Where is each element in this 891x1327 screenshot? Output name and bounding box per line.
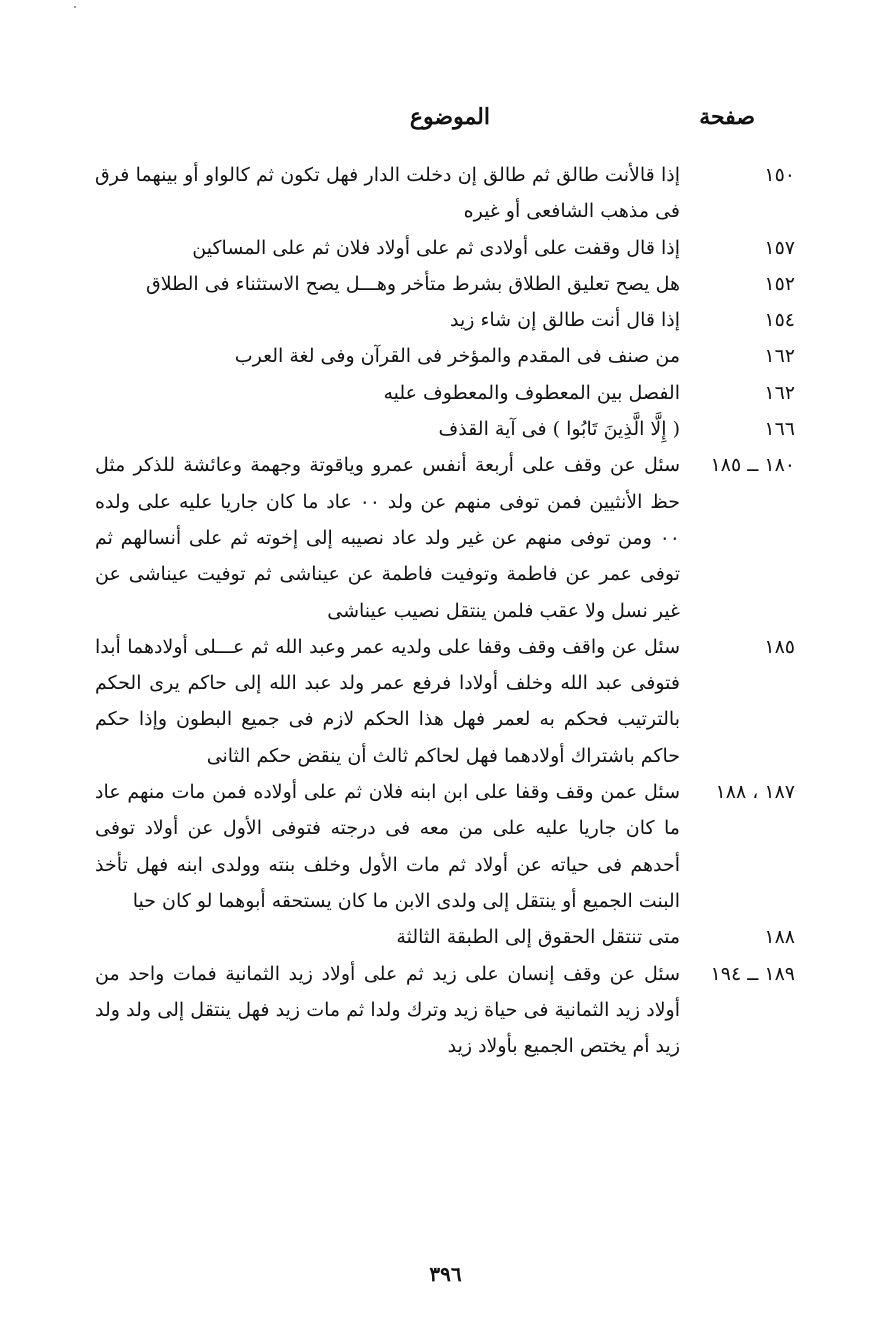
entry-topic: إذا قالأنت طالق ثم طالق إن دخلت الدار فهل تكون ثم كالواو أو بينهما فرق فى مذهب الشافعى أو غيره bbox=[95, 164, 680, 223]
entry-topic: هل يصح تعليق الطلاق بشرط متأخر وهـــل يصح الاستثناء فى الطلاق bbox=[145, 272, 680, 295]
toc-entry bbox=[95, 919, 795, 955]
entry-topic: متى تنتقل الحقوق إلى الطبقة الثالثة bbox=[396, 926, 680, 949]
entry-topic: سئل عن وقف على أربعة أنفس عمرو وياقوتة وجهمة وعائشة للذكر مثل حظ الأنثيين فمن توفى منهم عن ولد ٠٠ عاد ما كان جاريا عليه على ولده ٠٠ ومن توفى منهم عن غير ولد عاد نصيبه إلى إخوته ثم على أنسالهم ثم توفى عمر عن فاطمة وتوفيت فاطمة عن عيناشى ثم توفيت عيناشى عن غير نسل ولا عقب فلمن ينتقل نصيب عيناشى bbox=[95, 454, 680, 622]
topic-column-heading: الموضوع bbox=[409, 104, 490, 130]
entry-page-number: ١٥٤ bbox=[764, 309, 795, 332]
toc-entry bbox=[95, 375, 795, 411]
entry-topic: ( إِلَّا الَّذِينَ تَابُوا ) فى آية القذف bbox=[438, 418, 680, 441]
entry-topic: سئل عمن وقف وقفا على ابن ابنه فلان ثم على أولاده فمن مات منهم عاد ما كان جاريا عليه على من معه فى درجته فتوفى الأول عن أولاد توفى أحدهم فى حياته عن أولاد ثم مات الأول وخلف بنته وولدى ابنه فهل تأخذ البنت الجميع أو ينتقل إلى ولدى الابن ما كان يستحقه أبوهما لو كان حيا bbox=[95, 781, 680, 912]
entry-page-number: ١٨٨ bbox=[764, 926, 795, 949]
page-number: ٣٩٦ bbox=[429, 1262, 462, 1286]
page-column-heading: صفحة bbox=[699, 104, 755, 130]
entry-topic: الفصل بين المعطوف والمعطوف عليه bbox=[383, 381, 680, 404]
entry-topic: إذا قال وقفت على أولادى ثم على أولاد فلان ثم على المساكين bbox=[192, 236, 680, 259]
entry-topic: سئل عن وقف إنسان على زيد ثم على أولاد زيد الثمانية فمات واحد من أولاد زيد الثمانية فى حياة زيد وترك ولدا ثم مات زيد فهل ينتقل إلى ولد ولد زيد أم يختص الجميع بأولاد زيد bbox=[95, 962, 680, 1058]
toc-entry bbox=[95, 629, 795, 774]
entry-topic: من صنف فى المقدم والمؤخر فى القرآن وفى لغة العرب bbox=[234, 345, 680, 368]
entry-page-number: ١٨٠ ــ ١٨٥ bbox=[710, 454, 795, 477]
toc-entry bbox=[95, 230, 795, 266]
entry-page-number: ١٦٦ bbox=[764, 418, 795, 441]
toc-entry bbox=[95, 266, 795, 302]
scan-mark bbox=[74, 6, 76, 8]
entry-page-number: ١٨٩ ــ ١٩٤ bbox=[710, 962, 795, 985]
toc-entry bbox=[95, 447, 795, 628]
toc-entry bbox=[95, 302, 795, 338]
entry-page-number: ١٦٢ bbox=[764, 345, 795, 368]
table-header bbox=[95, 104, 755, 138]
toc-entry bbox=[95, 774, 795, 919]
entry-page-number: ١٨٧ ، ١٨٨ bbox=[715, 781, 795, 804]
toc-entry bbox=[95, 157, 795, 230]
entry-topic: سئل عن واقف وقف وقفا على ولديه عمر وعبد الله ثم عـــلى أولادهما أبدا فتوفى عبد الله وخلف أولادا فرفع عمر ولد عبد الله إلى حاكم يرى الحكم بالترتيب فحكم به لعمر فهل هذا الحكم لازم فى جميع البطون وإذا حكم حاكم باشتراك أولادهما فهل لحاكم ثالث أن ينقض حكم الثانى bbox=[95, 635, 680, 767]
entry-page-number: ١٥٢ bbox=[764, 272, 795, 295]
table-of-contents bbox=[95, 157, 795, 1064]
entry-page-number: ١٨٥ bbox=[764, 635, 795, 658]
entry-topic: إذا قال أنت طالق إن شاء زيد bbox=[449, 309, 680, 332]
entry-page-number: ١٥٧ bbox=[764, 236, 795, 259]
entry-page-number: ١٥٠ bbox=[764, 164, 795, 186]
entry-page-number: ١٦٢ bbox=[764, 381, 795, 404]
toc-entry bbox=[95, 956, 795, 1065]
toc-entry bbox=[95, 338, 795, 374]
toc-entry bbox=[95, 411, 795, 447]
